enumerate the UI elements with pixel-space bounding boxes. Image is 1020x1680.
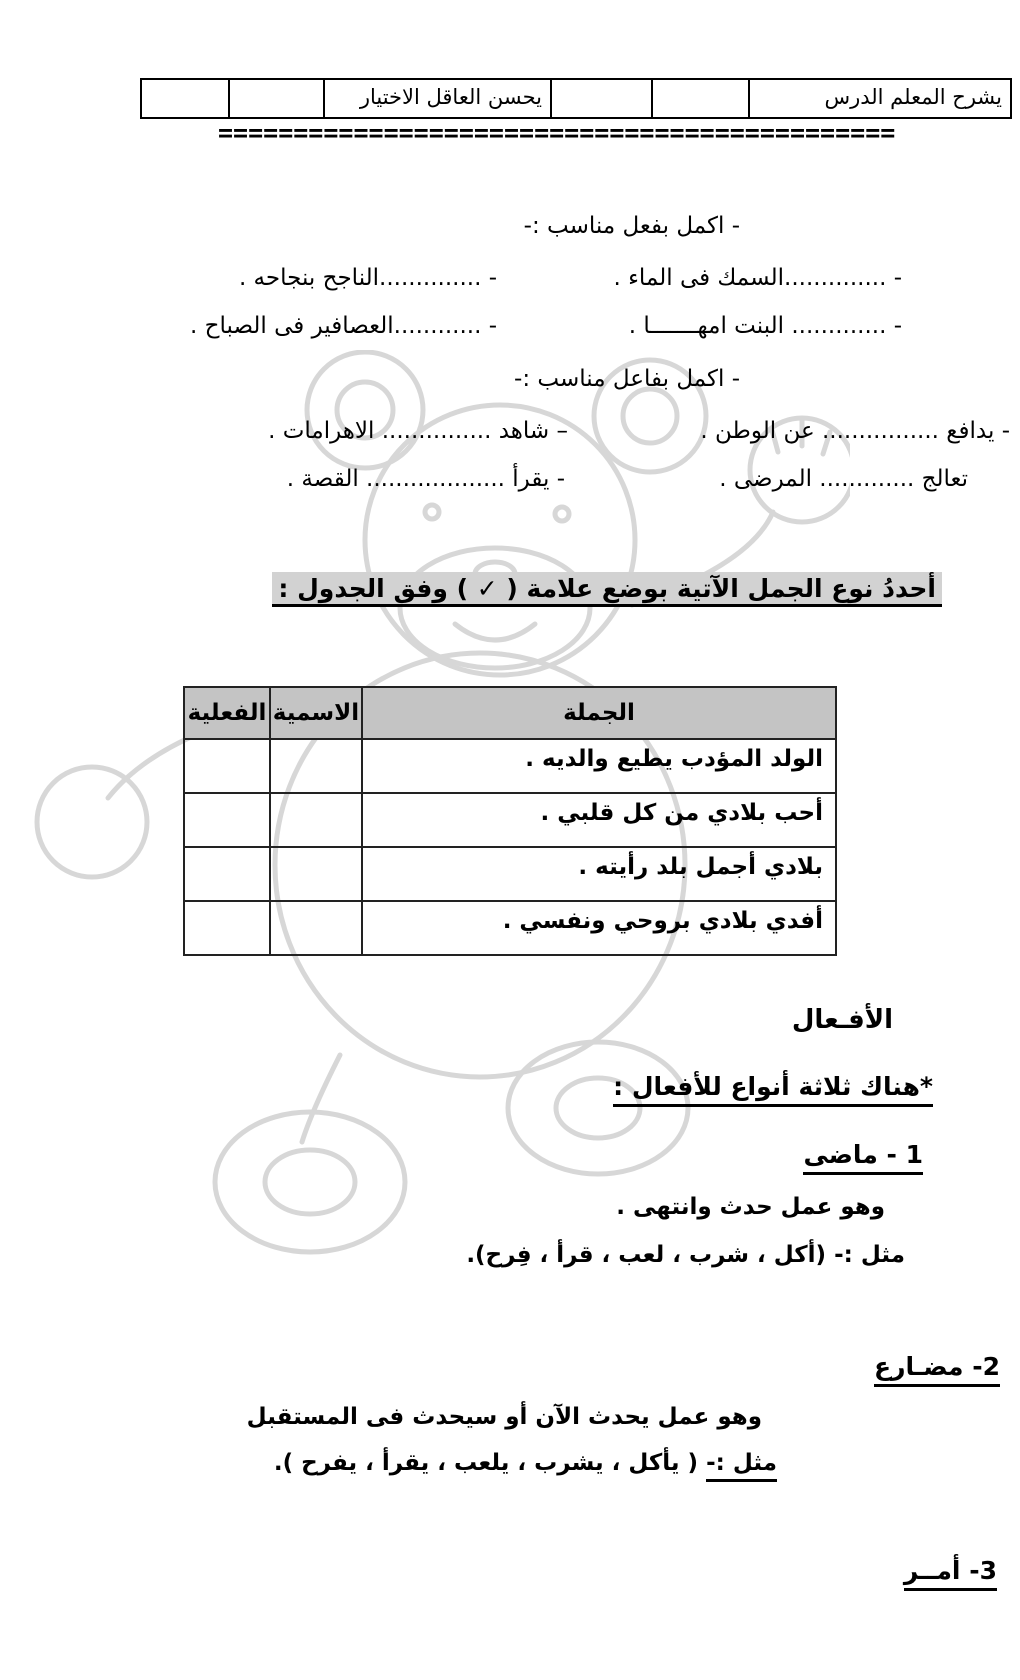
equals-divider: ============================================= [218, 118, 896, 147]
fill-verb-blank: - ............العصافير فى الصباح . [190, 313, 497, 339]
header-cell-empty[interactable] [142, 80, 230, 117]
table-header-row [184, 687, 836, 739]
sentence-cell: أحب بلادي من كل قلبي . [362, 793, 836, 847]
nominal-answer-cell[interactable] [270, 793, 362, 847]
sentence-cell: بلادي أجمل بلد رأيته . [362, 847, 836, 901]
table-row [184, 901, 836, 955]
nominal-answer-cell[interactable] [270, 739, 362, 793]
verb-type-imperative-heading: 3- أمــر [904, 1556, 997, 1591]
classify-instruction-wrap [272, 574, 942, 603]
table-row [184, 739, 836, 793]
verb-type-present-desc: وهو عمل يحدث الآن أو سيحدث فى المستقبل [246, 1404, 762, 1430]
example-text: ( يأكل ، يشرب ، يلعب ، يقرأ ، يفرح ). [273, 1450, 707, 1476]
fill-verb-blank: - ..............السمك فى الماء . [613, 265, 902, 291]
verb-type-present-heading: 2- مضـارع [874, 1352, 1000, 1387]
verb-type-present-wrap [874, 1352, 1000, 1387]
col-header-verbal: الفعلية [184, 687, 270, 739]
verb-type-imperative-wrap [904, 1556, 997, 1591]
classify-instruction: أحددُ نوع الجمل الآتية بوضع علامة ( ✓ ) وفق الجدول : [272, 572, 942, 607]
sentence-cell: أفدي بلادي بروحي ونفسي . [362, 901, 836, 955]
col-header-nominal: الاسمية [270, 687, 362, 739]
verb-type-past-example: مثل :- (أكل ، شرب ، لعب ، قرأ ، فِرح). [466, 1242, 905, 1268]
table-row [184, 847, 836, 901]
header-score-table [140, 78, 1012, 119]
verbal-answer-cell[interactable] [184, 739, 270, 793]
table-row [184, 793, 836, 847]
sentence-type-table [183, 686, 837, 956]
fill-agent-blank: - يقرأ ................... القصة . [286, 466, 565, 492]
verb-type-past-heading: 1 - ماضى [803, 1140, 923, 1175]
fill-agent-blank: تعالج ............. المرضى . [719, 466, 968, 492]
header-cell-text: يشرح المعلم الدرس [824, 85, 1002, 109]
fill-agent-blank: – شاهد ............... الاهرامات . [268, 418, 568, 444]
sentence-cell: الولد المؤدب يطيع والديه . [362, 739, 836, 793]
col-header-sentence: الجملة [362, 687, 836, 739]
fill-verb-blank: - ............. البنت امهـــــــا . [628, 313, 902, 339]
verbs-section-title: الأفـعال [791, 1005, 893, 1035]
fill-verb-title: - اكمل بفعل مناسب :- [523, 213, 740, 239]
verbal-answer-cell[interactable] [184, 901, 270, 955]
verbal-answer-cell[interactable] [184, 847, 270, 901]
verb-type-past-wrap [803, 1140, 923, 1175]
header-cell-empty[interactable] [552, 80, 653, 117]
verbal-answer-cell[interactable] [184, 793, 270, 847]
example-label: مثل :- [706, 1450, 777, 1482]
verb-type-past-desc: وهو عمل حدث وانتهى . [616, 1194, 885, 1220]
header-cell-text: يحسن العاقل الاختيار [325, 80, 552, 117]
nominal-answer-cell[interactable] [270, 847, 362, 901]
verbs-intro-wrap [613, 1072, 933, 1107]
nominal-answer-cell[interactable] [270, 901, 362, 955]
fill-verb-blank: - ..............الناجح بنجاحه . [238, 265, 497, 291]
verb-type-present-example [274, 1450, 777, 1476]
verbs-intro: *هناك ثلاثة أنواع للأفعال : [613, 1072, 933, 1107]
header-cell-empty[interactable] [230, 80, 325, 117]
fill-agent-blank: - يدافع ................ عن الوطن . [700, 418, 1010, 444]
fill-agent-title: - اكمل بفاعل مناسب :- [514, 366, 740, 392]
header-cell-empty[interactable] [653, 80, 750, 117]
